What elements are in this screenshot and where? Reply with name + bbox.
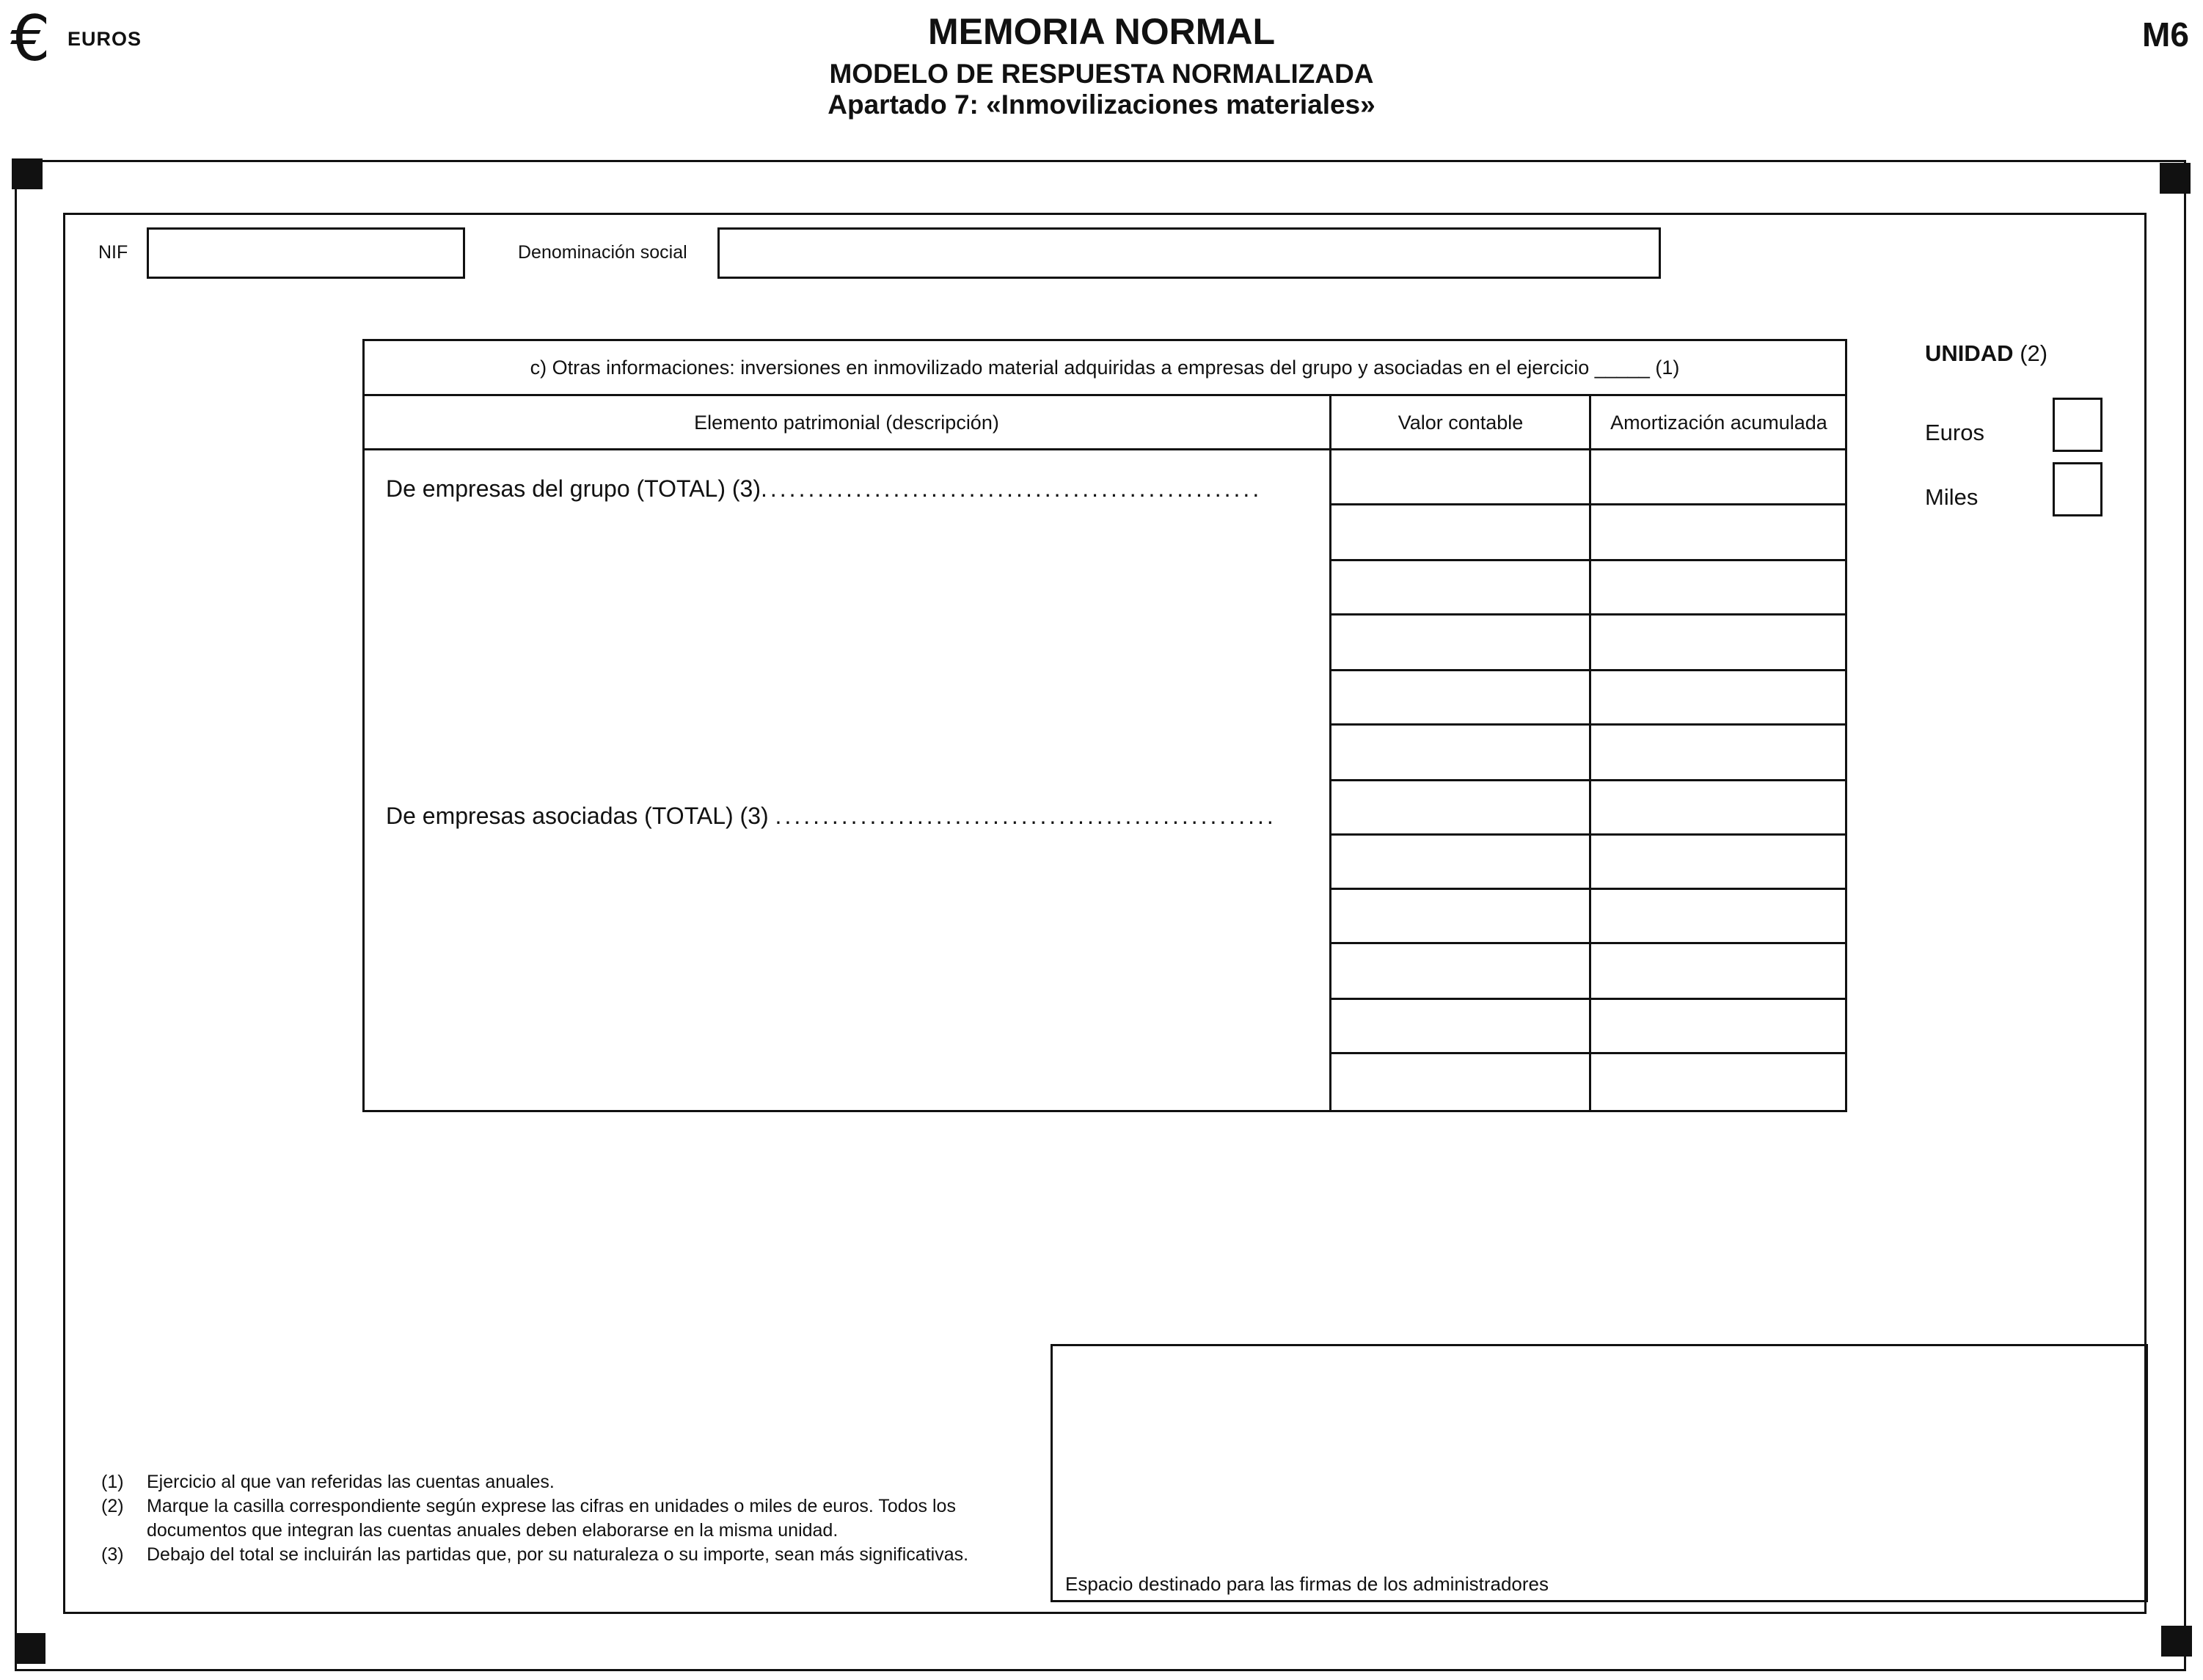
denominacion-field[interactable]: [717, 227, 1661, 279]
footnote-number: (2): [101, 1496, 124, 1516]
footnotes: [101, 1470, 1026, 1567]
unidad-heading: UNIDAD: [1925, 340, 2014, 366]
value-cell-row-line: [1329, 833, 1847, 836]
page-subtitle: MODELO DE RESPUESTA NORMALIZADA: [829, 59, 1374, 89]
value-cell-row-line: [1329, 1052, 1847, 1054]
table-title: c) Otras informaciones: inversiones en inmovilizado material adquiridas a empresas del grupo y asociadas en el ejercicio _____ (1): [362, 339, 1847, 396]
euros-checkbox[interactable]: [2053, 398, 2102, 452]
footnote: [101, 1494, 1026, 1543]
nif-field[interactable]: [147, 227, 465, 279]
value-cell-row-line: [1329, 669, 1847, 671]
unidad-title: [1925, 340, 2047, 367]
row-label-asociadas: [386, 803, 1276, 830]
leader-dots: .....................................................: [761, 475, 1263, 502]
euro-label: EUROS: [67, 28, 142, 50]
registration-mark-bottom-left: [15, 1633, 45, 1664]
value-cell-row-line: [1329, 723, 1847, 726]
value-cell-row-line: [1329, 503, 1847, 505]
footnote: [101, 1470, 1026, 1494]
column-header-description: Elemento patrimonial (descripción): [694, 412, 999, 434]
row-label-text: De empresas del grupo (TOTAL) (3): [386, 475, 761, 502]
value-cell-row-line: [1329, 613, 1847, 616]
registration-mark-top-left: [12, 158, 43, 189]
table-header-row: [362, 395, 1847, 450]
column-divider: [1589, 395, 1591, 1112]
euros-label: Euros: [1925, 420, 1984, 445]
miles-checkbox[interactable]: [2053, 462, 2102, 516]
leader-dots: .....................................................: [775, 803, 1276, 829]
denominacion-label: Denominación social: [518, 242, 687, 263]
page-title: MEMORIA NORMAL: [927, 11, 1276, 52]
column-header-amortizacion: Amortización acumulada: [1610, 412, 1827, 434]
model-code: M6: [2142, 15, 2189, 54]
row-label-text: De empresas asociadas (TOTAL) (3): [386, 803, 769, 829]
footnote-text: Debajo del total se incluirán las partidas que, por su naturaleza o su importe, sean más significativas.: [147, 1544, 969, 1565]
value-cell-row-line: [1329, 779, 1847, 781]
column-divider: [1329, 395, 1331, 1112]
footnote-number: (3): [101, 1544, 124, 1565]
footnote: [101, 1543, 1026, 1567]
footnote-text: Ejercicio al que van referidas las cuentas anuales.: [147, 1472, 555, 1492]
column-header-valor-contable: Valor contable: [1398, 412, 1524, 434]
registration-mark-top-right: [2160, 163, 2191, 194]
value-cell-row-line: [1329, 998, 1847, 1000]
registration-mark-bottom-right: [2161, 1626, 2192, 1657]
value-cell-row-line: [1329, 559, 1847, 561]
euro-icon: €: [10, 2, 51, 76]
nif-label: NIF: [98, 242, 128, 263]
signature-label: Espacio destinado para las firmas de los administradores: [1065, 1573, 1549, 1595]
miles-label: Miles: [1925, 484, 1979, 510]
footnote-text: Marque la casilla correspondiente según exprese las cifras en unidades o miles de euros. Todos los documentos que integran las cuentas anuales deben elaborarse en la misma unidad.: [147, 1496, 956, 1541]
investments-table: [362, 339, 1847, 1112]
unidad-note: (2): [2020, 340, 2048, 366]
section-title: Apartado 7: «Inmovilizaciones materiales»: [828, 90, 1375, 120]
signature-area[interactable]: [1051, 1344, 2148, 1602]
value-cell-row-line: [1329, 942, 1847, 944]
row-label-grupo: [386, 475, 1262, 503]
footnote-number: (1): [101, 1472, 124, 1492]
value-cell-row-line: [1329, 888, 1847, 890]
